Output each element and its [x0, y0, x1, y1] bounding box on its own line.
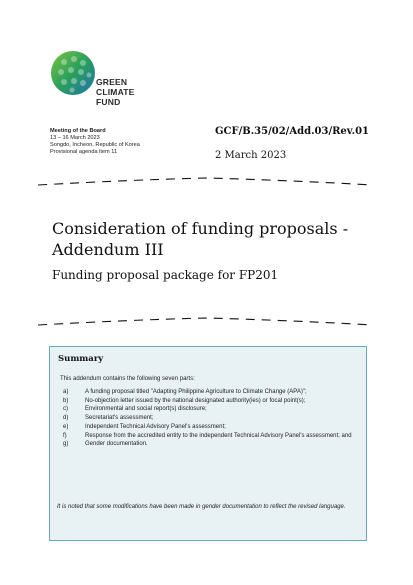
summary-box [49, 346, 367, 541]
list-item [63, 405, 359, 414]
list-marker: g) [63, 441, 69, 448]
document-date: 2 March 2023 [215, 150, 287, 161]
summary-note: It is noted that some modifications have been made in gender documentation to reflect the revised language. [57, 504, 346, 510]
list-text: No-objection letter issued by the national designated authority(ies) or focal point(s); [85, 397, 306, 404]
list-text: Independent Technical Advisory Panel's assessment; [85, 423, 226, 430]
logo-wordmark [96, 77, 135, 107]
decorative-rule-bottom [38, 316, 373, 326]
list-text: Secretariat's assessment; [85, 415, 154, 422]
list-marker: b) [63, 397, 69, 404]
page-subtitle: Funding proposal package for FP201 [52, 268, 279, 282]
list-text: A funding proposal titled "Adapting Philippine Agriculture to Climate Change (APA)"; [85, 389, 307, 395]
list-marker: f) [63, 432, 67, 439]
list-item [63, 440, 359, 449]
list-text: Gender documentation. [85, 441, 148, 448]
logo-line-2: CLIMATE [96, 87, 135, 97]
list-marker: e) [63, 423, 69, 430]
agenda-item: Provisional agenda item 11 [50, 149, 118, 155]
logo-line-3: FUND [96, 97, 121, 107]
meeting-title: Meeting of the Board [50, 128, 106, 134]
list-item [63, 414, 359, 423]
list-text: Response from the accredited entity to the independent Technical Advisory Panel's assessment; and [85, 432, 352, 439]
decorative-rule-top [38, 176, 373, 186]
summary-intro: This addendum contains the following seven parts: [60, 376, 195, 382]
list-marker: c) [63, 406, 68, 413]
list-marker: a) [63, 389, 69, 395]
list-item [63, 397, 359, 406]
document-reference: GCF/B.35/02/Add.03/Rev.01 [215, 126, 369, 137]
summary-list [63, 388, 359, 449]
list-text: Environmental and social report(s) disclosure; [85, 406, 207, 413]
list-item [63, 432, 359, 441]
page-title: Consideration of funding proposals - Addendum III [52, 219, 349, 259]
meeting-dates: 13 – 16 March 2023 [50, 135, 100, 141]
summary-heading: Summary [58, 354, 104, 364]
logo-line-1: GREEN [96, 77, 128, 87]
meeting-location: Songdo, Incheon, Republic of Korea [50, 142, 140, 148]
list-marker: d) [63, 415, 69, 422]
list-item [63, 388, 359, 397]
meeting-info [50, 128, 140, 156]
list-item [63, 423, 359, 432]
